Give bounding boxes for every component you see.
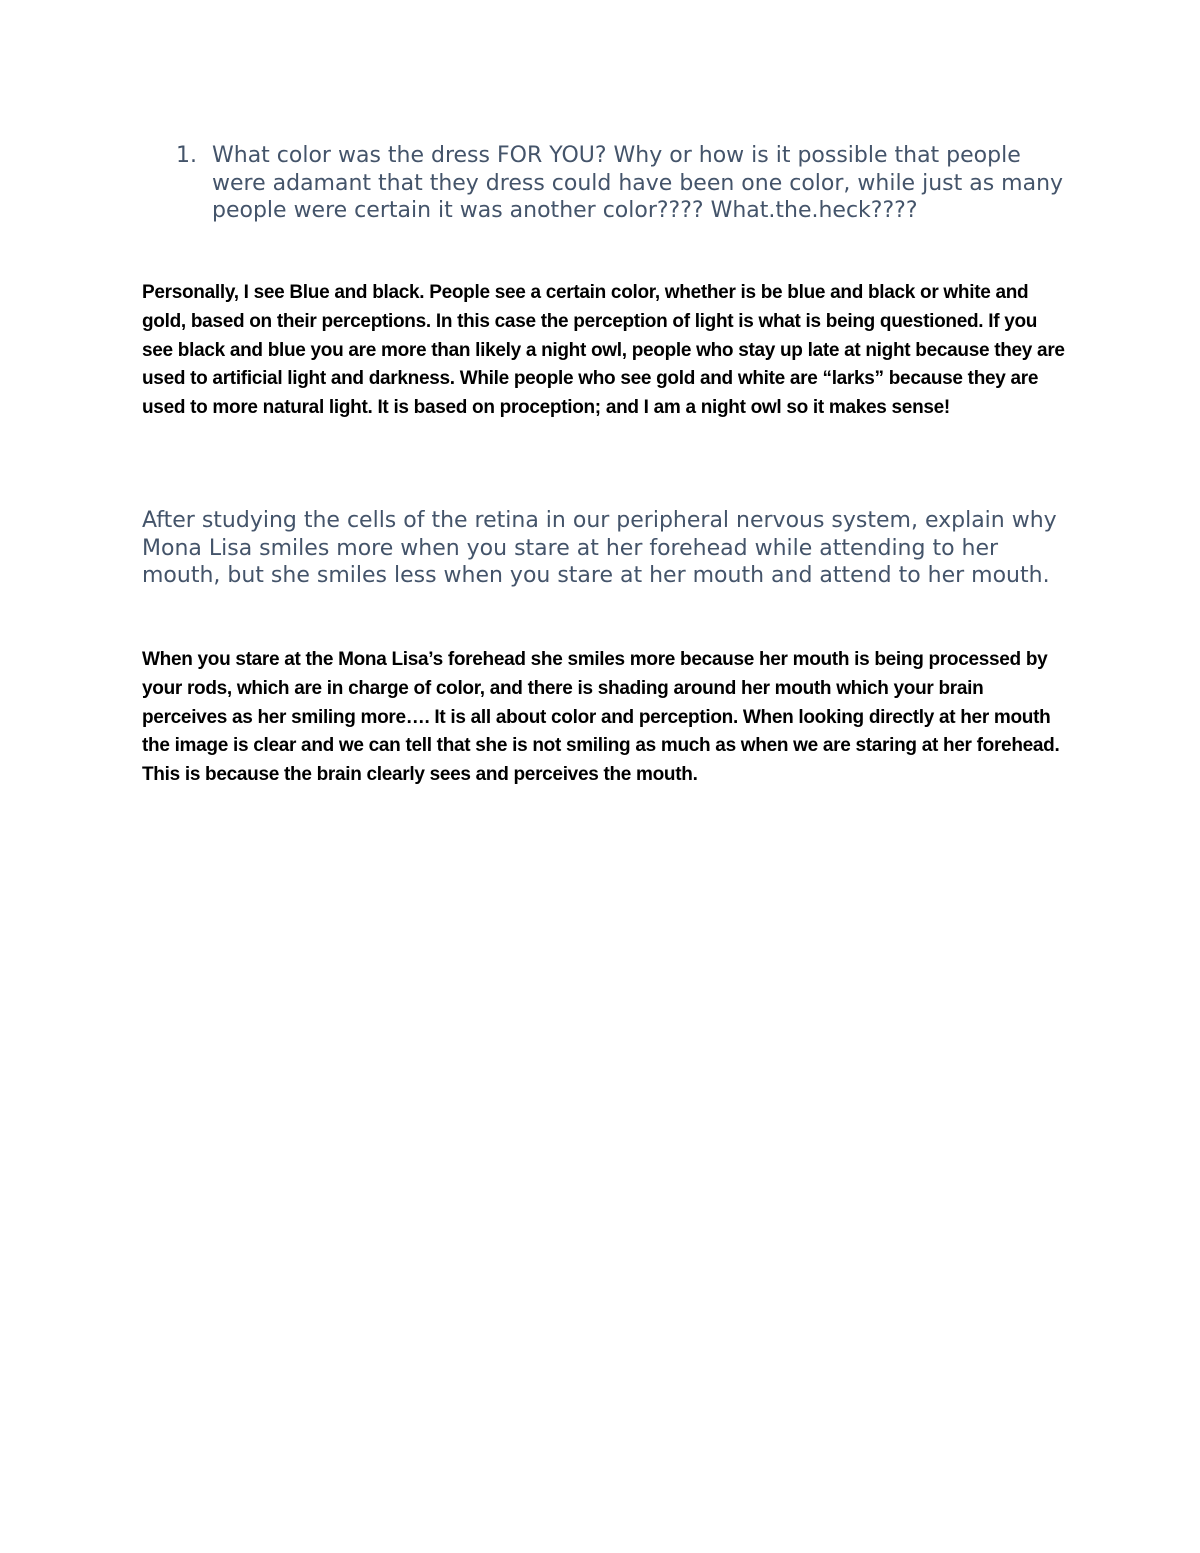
question-1-text: What color was the dress FOR YOU? Why or how is it possible that people were adamant that they dress could have been one color, while just as many people were certain it was another color???? What.the.heck????	[212, 143, 1064, 223]
question-1-number: 1.	[176, 143, 197, 168]
question-1	[176, 142, 1076, 225]
question-2: After studying the cells of the retina in our peripheral nervous system, explain why Mona Lisa smiles more when you stare at her forehead while attending to her mouth, but she smiles less when you stare at her mouth and attend to her mouth.	[142, 508, 1057, 588]
answer-1: Personally, I see Blue and black. People see a certain color, whether is be blue and black or white and gold, based on their perceptions. In this case the perception of light is what is being questioned. If you see black and blue you are more than likely a night owl, people who stay up late at night because they are used to artificial light and darkness. While people who see gold and white are “larks” because they are used to more natural light. It is based on proception; and I am a night owl so it makes sense!	[142, 282, 1065, 419]
answer-2: When you stare at the Mona Lisa’s forehead she smiles more because her mouth is being processed by your rods, which are in charge of color, and there is shading around her mouth which your brain perceives as her smiling more…. It is all about color and perception. When looking directly at her mouth the image is clear and we can tell that she is not smiling as much as when we are staring at her forehead. This is because the brain clearly sees and perceives the mouth.	[142, 649, 1060, 786]
